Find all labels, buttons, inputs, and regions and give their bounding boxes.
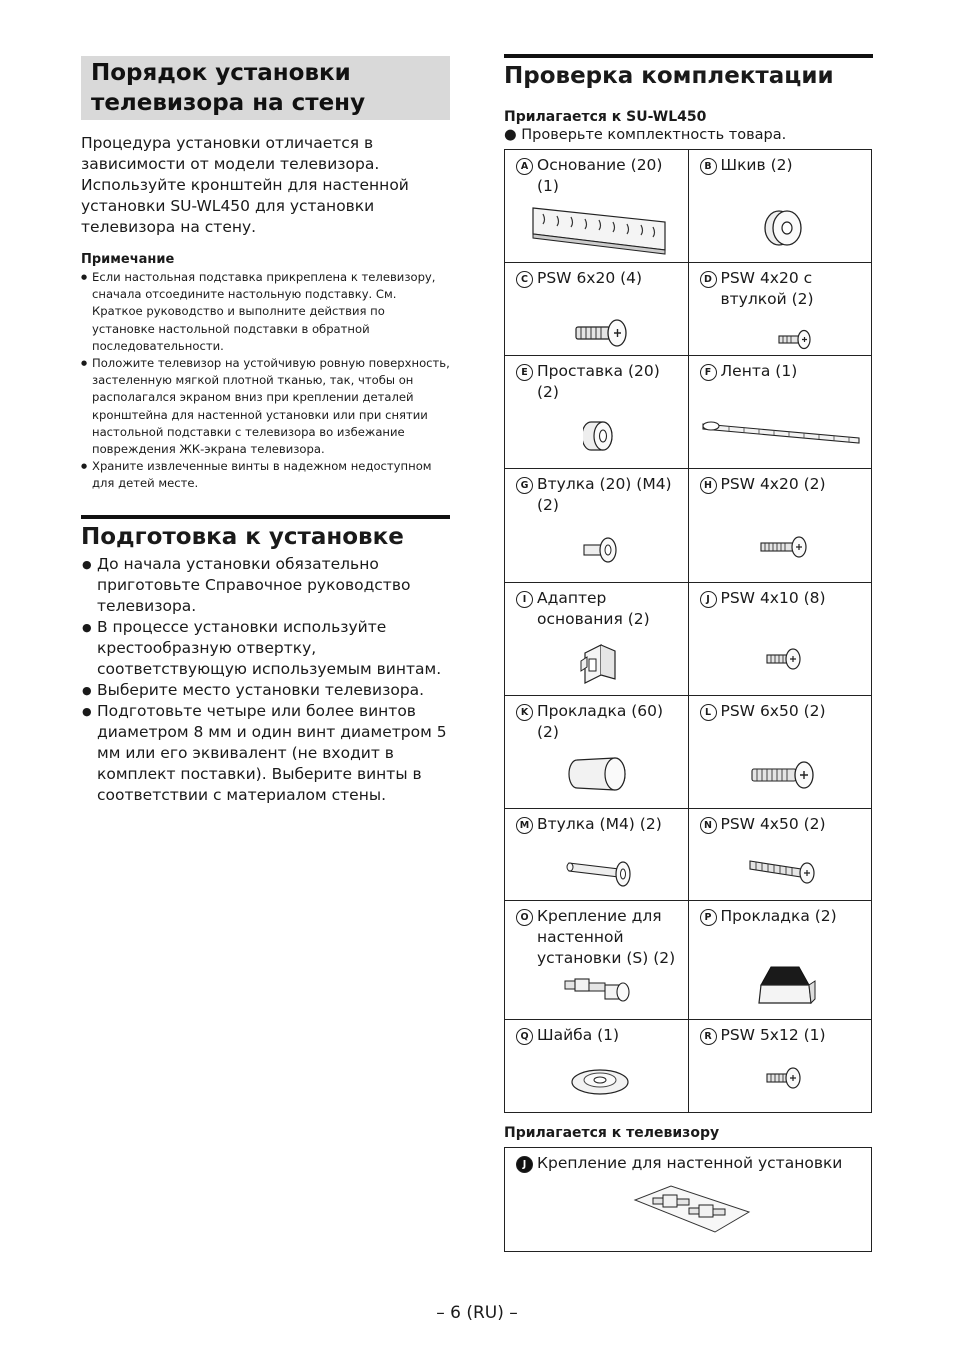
part-letter: R <box>700 1028 717 1045</box>
part-label: Втулка (20) (M4) (2) <box>537 475 672 514</box>
part-cell-j <box>688 583 872 696</box>
screw-icon <box>747 853 819 885</box>
intro-paragraph: Процедура установки отличается в зависимости от модели телевизора. Используйте кронштейн для настенной установки SU-WL450 для установки телевизора на стену. <box>81 134 409 236</box>
parts-table <box>504 149 872 1113</box>
part-label: Шайба (1) <box>537 1026 620 1044</box>
part-label: Прокладка (60) (2) <box>537 702 664 741</box>
section-title-preparation: Подготовка к установке <box>81 515 450 552</box>
check-contents-line: ● Проверьте комплектность товара. <box>504 127 787 143</box>
note-heading: Примечание <box>81 252 175 267</box>
page-number: – 6 (RU) – <box>436 1303 518 1323</box>
part-label: Основание (20) (1) <box>537 156 663 195</box>
part-label: Лента (1) <box>720 362 798 380</box>
included-with-tv-heading: Прилагается к телевизору <box>504 1125 720 1141</box>
tv-part-cell <box>504 1147 872 1252</box>
part-letter: B <box>700 158 717 175</box>
preparation-list <box>81 554 450 806</box>
part-cell-a <box>505 150 689 263</box>
adapter-icon <box>579 639 623 687</box>
part-letter: J <box>516 1156 533 1173</box>
part-cell-f <box>688 356 872 469</box>
bracket-icon <box>529 202 669 258</box>
preparation-item: ● В процессе установки используйте крестообразную отвертку, соответствующую используемым винтам. <box>81 617 450 680</box>
note-item: ● Храните извлеченные винты в надежном недоступном для детей месте. <box>81 458 450 492</box>
part-cell-l <box>688 696 872 809</box>
preparation-item: ● Выберите место установки телевизора. <box>81 680 450 701</box>
left-column <box>81 56 450 806</box>
preparation-item: ● До начала установки обязательно приготовьте Справочное руководство телевизора. <box>81 554 450 617</box>
note-list <box>81 269 450 493</box>
section-title-contents-check: Проверка комплектации <box>504 54 873 91</box>
part-cell-o <box>505 901 689 1020</box>
part-letter: E <box>516 364 533 381</box>
part-cell-r <box>688 1020 872 1113</box>
screw-icon <box>759 535 809 559</box>
part-label: PSW 4x20 с втулкой (2) <box>720 269 814 308</box>
part-letter: O <box>516 909 533 926</box>
section-title-mounting-procedure: Порядок установки телевизора на стену <box>81 56 450 120</box>
part-label: Адаптер основания (2) <box>537 589 650 628</box>
part-cell-p <box>688 901 872 1020</box>
part-cell-g <box>505 469 689 583</box>
part-letter: G <box>516 477 533 494</box>
washer-icon <box>569 1066 631 1096</box>
note-item: ● Если настольная подставка прикреплена к телевизору, сначала отсоедините настольную подставку. См. Краткое руководство и выполните действия по установке настольной подставки в обратной последовательности. <box>81 269 450 355</box>
preparation-item: ● Подготовьте четыре или более винтов диаметром 8 мм и один винт диаметром 5 мм или его эквивалент (не входит в комплект поставки). Выберите винты в соответствии с материалом стены. <box>81 701 450 806</box>
part-letter: C <box>516 271 533 288</box>
part-letter: K <box>516 704 533 721</box>
mount-hook-icon <box>563 975 635 1007</box>
screw-icon <box>749 758 817 792</box>
part-label: PSW 5x12 (1) <box>720 1026 826 1044</box>
part-cell-m <box>505 809 689 901</box>
part-cell-b <box>688 150 872 263</box>
part-label: Проставка (20) (2) <box>537 362 660 401</box>
right-column <box>504 54 873 1252</box>
part-label: PSW 4x10 (8) <box>720 589 826 607</box>
spacer-icon <box>583 418 617 454</box>
part-letter: Q <box>516 1028 533 1045</box>
part-letter: J <box>700 591 717 608</box>
part-cell-n <box>688 809 872 901</box>
part-label: PSW 4x50 (2) <box>720 815 826 833</box>
pad-icon <box>565 752 635 796</box>
sleeve-icon <box>581 535 621 565</box>
part-label: PSW 6x50 (2) <box>720 702 826 720</box>
screw-icon <box>573 317 629 349</box>
part-label: Шкив (2) <box>720 156 793 174</box>
part-cell-d <box>688 263 872 356</box>
part-letter: F <box>700 364 717 381</box>
screw-icon <box>765 1066 805 1090</box>
pulley-icon <box>761 206 805 250</box>
part-cell-i <box>505 583 689 696</box>
part-label: Крепление для настенной установки <box>537 1154 843 1172</box>
part-letter: A <box>516 158 533 175</box>
part-label: Прокладка (2) <box>720 907 837 925</box>
part-letter: N <box>700 817 717 834</box>
sleeve-long-icon <box>565 853 635 889</box>
part-letter: H <box>700 477 717 494</box>
part-cell-e <box>505 356 689 469</box>
part-label: Крепление для настенной установки (S) (2) <box>537 907 676 967</box>
cushion-icon <box>757 963 817 1009</box>
part-cell-k <box>505 696 689 809</box>
part-label: Втулка (M4) (2) <box>537 815 662 833</box>
included-with-mount-heading: Прилагается к SU-WL450 <box>504 109 707 125</box>
note-item: ● Положите телевизор на устойчивую ровную поверхность, застеленную мягкой плотной тканью, так, чтобы он располагался экраном вниз при креплении деталей кронштейна для настенной установки или при снятии настольной подставки с телевизора во избежание повреждения ЖК-экрана телевизора. <box>81 355 450 458</box>
part-label: PSW 6x20 (4) <box>537 269 643 287</box>
part-cell-q <box>505 1020 689 1113</box>
screw-icon <box>777 327 813 351</box>
part-letter: P <box>700 909 717 926</box>
mount-bag-icon <box>631 1182 751 1236</box>
part-letter: I <box>516 591 533 608</box>
part-label: PSW 4x20 (2) <box>720 475 826 493</box>
part-cell-c <box>505 263 689 356</box>
part-letter: L <box>700 704 717 721</box>
belt-icon <box>699 416 865 448</box>
part-letter: D <box>700 271 717 288</box>
screw-icon <box>765 647 805 671</box>
part-cell-h <box>688 469 872 583</box>
part-letter: M <box>516 817 533 834</box>
